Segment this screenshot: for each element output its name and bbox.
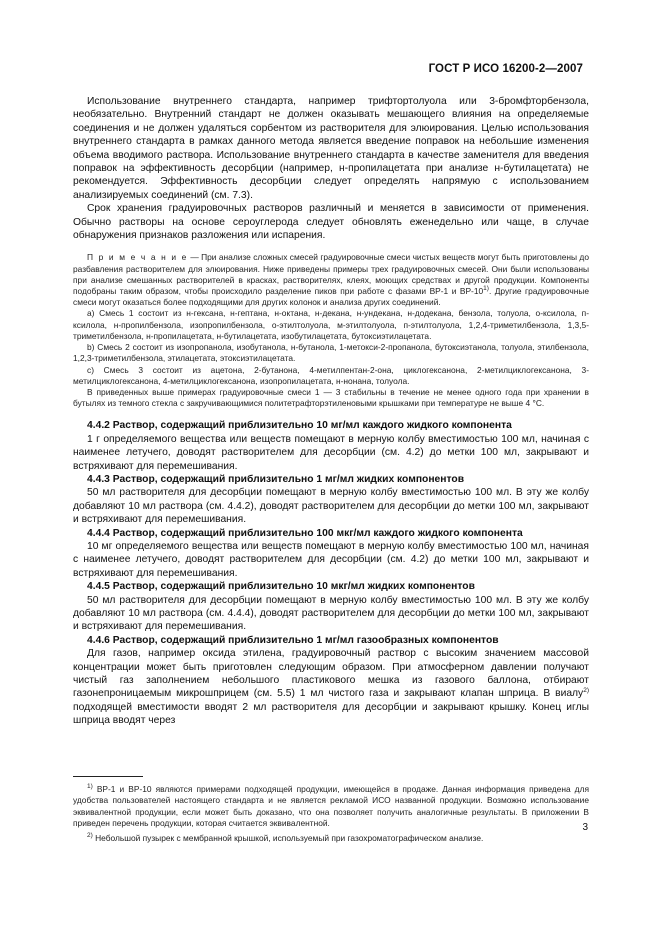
note-mix-c: с) Смесь 3 состоит из ацетона, 2-бутанона, 4-метилпентан-2-она, циклогексанона, 2-метилциклогексанона, 3-метилциклогексанона, 4-метилциклогексанона, изопропилацетата, н-нонана, толуола. xyxy=(73,364,589,386)
paragraph-storage-life: Срок хранения градуировочных растворов различный и меняется в зависимости от применения. Обычно растворы на основе сероуглерода следует обновлять еженедельно или чаще, в случае обнаружения признаков разложения или испарения. xyxy=(73,203,589,242)
section-4-4-6-text xyxy=(73,647,589,727)
footnote-2-mark: 2) xyxy=(87,831,93,839)
section-4-4-5-title: 4.4.5 Раствор, содержащий приблизительно 10 мкг/мл жидких компонентов xyxy=(87,581,475,593)
note-mix-b: b) Смесь 2 состоит из изопропанола, изобутанола, н-бутанола, 1-метокси-2-пропанола, бутоксиэтанола, толуола, этилбензола, 1,2,3-триметилбензола, этилацетата, этоксиэтилацетата. xyxy=(73,342,589,364)
footnote-2 xyxy=(73,833,589,844)
footnote-2-text: Небольшой пузырек с мембранной крышкой, используемый при газохроматографическом анализе. xyxy=(92,832,484,843)
section-4-4-5-text: 50 мл растворителя для десорбции помещают в мерную колбу вместимостью 100 мл. В эту же колбу добавляют 10 мл раствора (см. 4.4.4), доводят растворителем для десорбции до метки 100 мл, закрывают и встряхивают для перемешивания. xyxy=(73,594,589,633)
main-content xyxy=(73,95,589,728)
note-storage: В приведенных выше примерах градуировочные смеси 1 — 3 стабильны в течение не менее одного года при хранении в бутылях из темного стекла с закручивающимися политетрафторэтиленовыми крышками при температуре не выше 4 °С. xyxy=(73,386,589,409)
footnotes xyxy=(73,784,589,847)
section-4-4-3-text: 50 мл растворителя для десорбции помещают в мерную колбу вместимостью 100 мл. В эту же колбу добавляют 10 мл раствора (см. 4.4.2), доводят растворителем для десорбции до метки 100 мл, закрывают и встряхивают для перемешивания. xyxy=(73,487,589,526)
note-label: П р и м е ч а н и е xyxy=(87,252,188,263)
footnote-1-text: ВР-1 и ВР-10 являются примерами подходящей продукции, имеющейся в продаже. Данная информация приведена для удобства пользователей настоящего стандарта и не является рекламой ИСО названной продукции. Возможно использование эквивалентной продукции, если может быть доказано, что она позволяет получить аналогичные результаты. В приложении В приведен перечень продукции, которая считается эквивалентной. xyxy=(73,784,589,829)
section-4-4-2-title: 4.4.2 Раствор, содержащий приблизительно 10 мг/мл каждого жидкого компонента xyxy=(87,420,512,432)
footnote-divider xyxy=(73,776,143,777)
section-4-4-6-title: 4.4.6 Раствор, содержащий приблизительно 1 мг/мл газообразных компонентов xyxy=(87,634,499,646)
note-text-b: . Другие градуировочные смеси могут оказаться более подходящими для других колонок и анализа других соединений. xyxy=(73,286,589,308)
note-mix-a: а) Смесь 1 состоит из н-гексана, н-гептана, н-октана, н-декана, н-ундекана, н-додекана, бензола, толуола, о-ксилола, п-ксилола, н-пропилбензола, изопропилбензола, о-этилтолуола, м-этилтолуола, п-этилтолуола, 1,2,4-триметилбензола, 1,3,5-триметилбензола, н-пропилацетата, н-бутилацетата, изобутилацетата, бутоксиэтилацетата. xyxy=(73,308,589,341)
section-4-4-3-title: 4.4.3 Раствор, содержащий приблизительно 1 мг/мл жидких компонентов xyxy=(87,473,465,485)
note-paragraph xyxy=(73,252,589,308)
footnote-ref-2: 2) xyxy=(583,687,589,695)
section-4-4-4-title: 4.4.4 Раствор, содержащий приблизительно 100 мкг/мл каждого жидкого компонента xyxy=(87,527,523,539)
section-4-4-4-text: 10 мг определяемого вещества или веществ помещают в мерную колбу вместимостью 100 мл, начиная с наименее летучего, доводят растворителем для десорбции (см. 4.2) до метки 100 мл, закрывают и встряхивают для перемешивания. xyxy=(73,540,589,579)
section-4-4-6-text-a: Для газов, например оксида этилена, градуировочный раствор с высоким значением массовой концентрации может быть приготовлен следующим образом. При атмосферном давлении получают чистый газ заполнением небольшого пластикового мешка из газового баллона, отбирают газонепроницаемым микрошприцем (см. 5.5) 1 мл чистого газа и закрывают клапан шприца. В виалу xyxy=(73,648,589,700)
footnote-1 xyxy=(73,784,589,830)
footnote-ref-1: 1) xyxy=(483,285,489,293)
page-number: 3 xyxy=(582,822,588,833)
note-text-a: — При анализе сложных смесей градуировочные смеси чистых веществ могут быть приготовлены до разбавления растворителем для элюирования. Ниже приведены примеры трех градуировочных смесей. Они были использованы при анализе смешанных растворителей в красках, растворителях, клеях, моющих средствах и другой продукции. Компоненты подобраны таким образом, чтобы происходило разделение пиков при работе с фазами ВР-1 и ВР-10 xyxy=(73,252,589,297)
document-header: ГОСТ Р ИСО 16200-2—2007 xyxy=(428,63,583,75)
footnote-1-mark: 1) xyxy=(87,783,93,790)
paragraph-internal-standard: Использование внутреннего стандарта, например трифтортолуола или 3-бромфторбензола, необязательно. Внутренний стандарт не должен оказывать мешающего влияния на определяемые соединения и не должен удаляться сорбентом из растворителя для элюирования. Целью использования внутреннего стандарта в рамках данного метода является введение поправок на небольшие изменения объема вводимого раствора. Использование внутреннего стандарта в качестве заменителя для введения поправок на эффективность десорбции (например, н-пропилацетата при анализе н-бутилацетата) не рекомендуется. Эффективность десорбции следует определять напрямую с использованием анализируемых соединений (см. 7.3). xyxy=(73,96,589,201)
section-4-4-6-text-b: подходящей вместимости вводят 2 мл растворителя для десорбции и закрывают крышку. Конец иглы шприца вводят через xyxy=(73,701,589,727)
section-4-4-2-text: 1 г определяемого вещества или веществ помещают в мерную колбу вместимостью 100 мл, начиная с наименее летучего, доводят растворителем для десорбции (см. 4.2) до метки 100 мл, закрывают и встряхивают для перемешивания. xyxy=(73,433,589,472)
